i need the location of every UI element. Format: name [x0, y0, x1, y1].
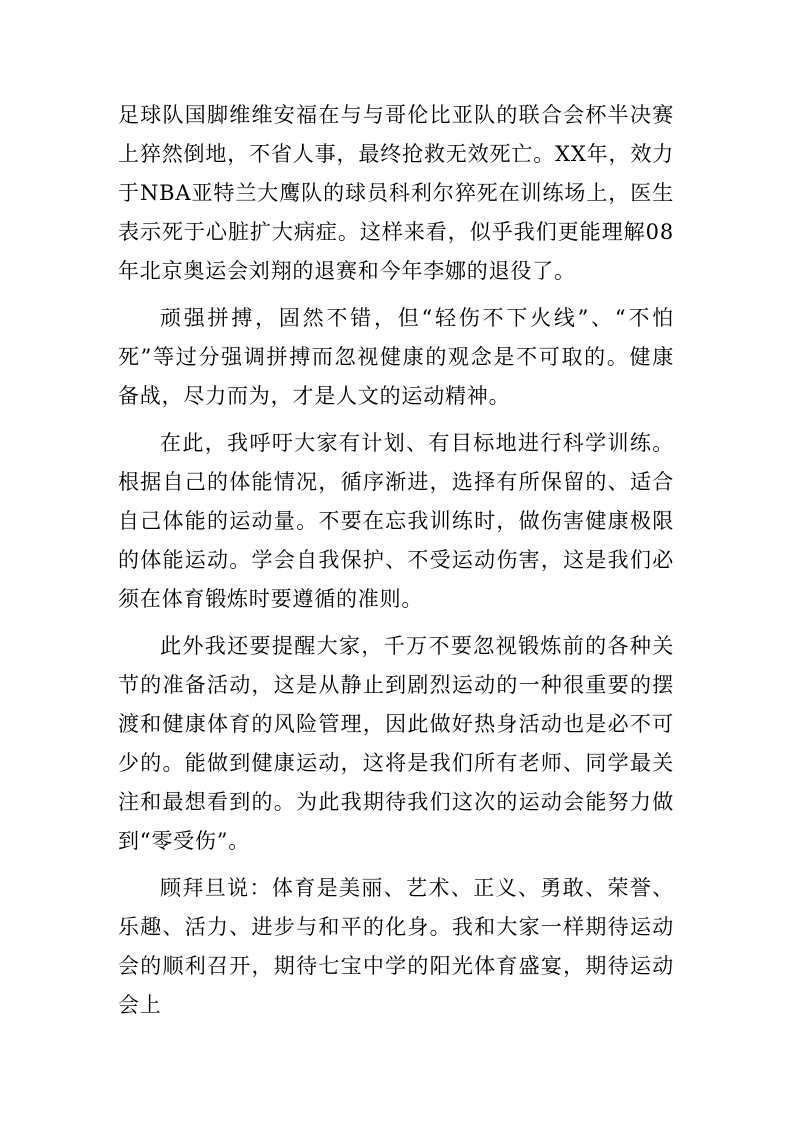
paragraph-coubertin-quote: 顾拜旦说：体育是美丽、艺术、正义、勇敢、荣誉、乐趣、活力、进步与和平的化身。我和大家一样期待运动会的顺利召开，期待七宝中学的阳光体育盛宴，期待运动会上	[118, 876, 674, 1017]
paragraph-scientific-training: 在此，我呼吁大家有计划、有目标地进行科学训练。根据自己的体能情况，循序渐进，选择有所保留的、适合自己体能的运动量。不要在忘我训练时，做伤害健康极限的体能运动。学会自我保护、不受运动伤害，这是我们必须在体育锻炼时要遵循的准则。	[118, 431, 674, 611]
paragraph-health-over-persistence: 顽强拼搏，固然不错，但“轻伤不下火线”、“不怕死”等过分强调拼搏而忽视健康的观念是不可取的。健康备战，尽力而为，才是人文的运动精神。	[118, 306, 674, 408]
document-body	[118, 96, 674, 1033]
paragraph-warm-up: 此外我还要提醒大家，千万不要忽视锻炼前的各种关节的准备活动，这是从静止到剧烈运动的一种很重要的摆渡和健康体育的风险管理，因此做好热身活动也是必不可少的。能做到健康运动，这将是我们所有老师、同学最关注和最想看到的。为此我期待我们这次的运动会能努力做到“零受伤”。	[118, 634, 674, 853]
paragraph-sudden-deaths: 足球队国脚维维安福在与与哥伦比亚队的联合会杯半决赛上猝然倒地，不省人事，最终抢救无效死亡。XX年，效力于NBA亚特兰大鹰队的球员科利尔猝死在训练场上，医生表示死于心脏扩大病症。这样来看，似乎我们更能理解08年北京奥运会刘翔的退赛和今年李娜的退役了。	[118, 103, 674, 283]
